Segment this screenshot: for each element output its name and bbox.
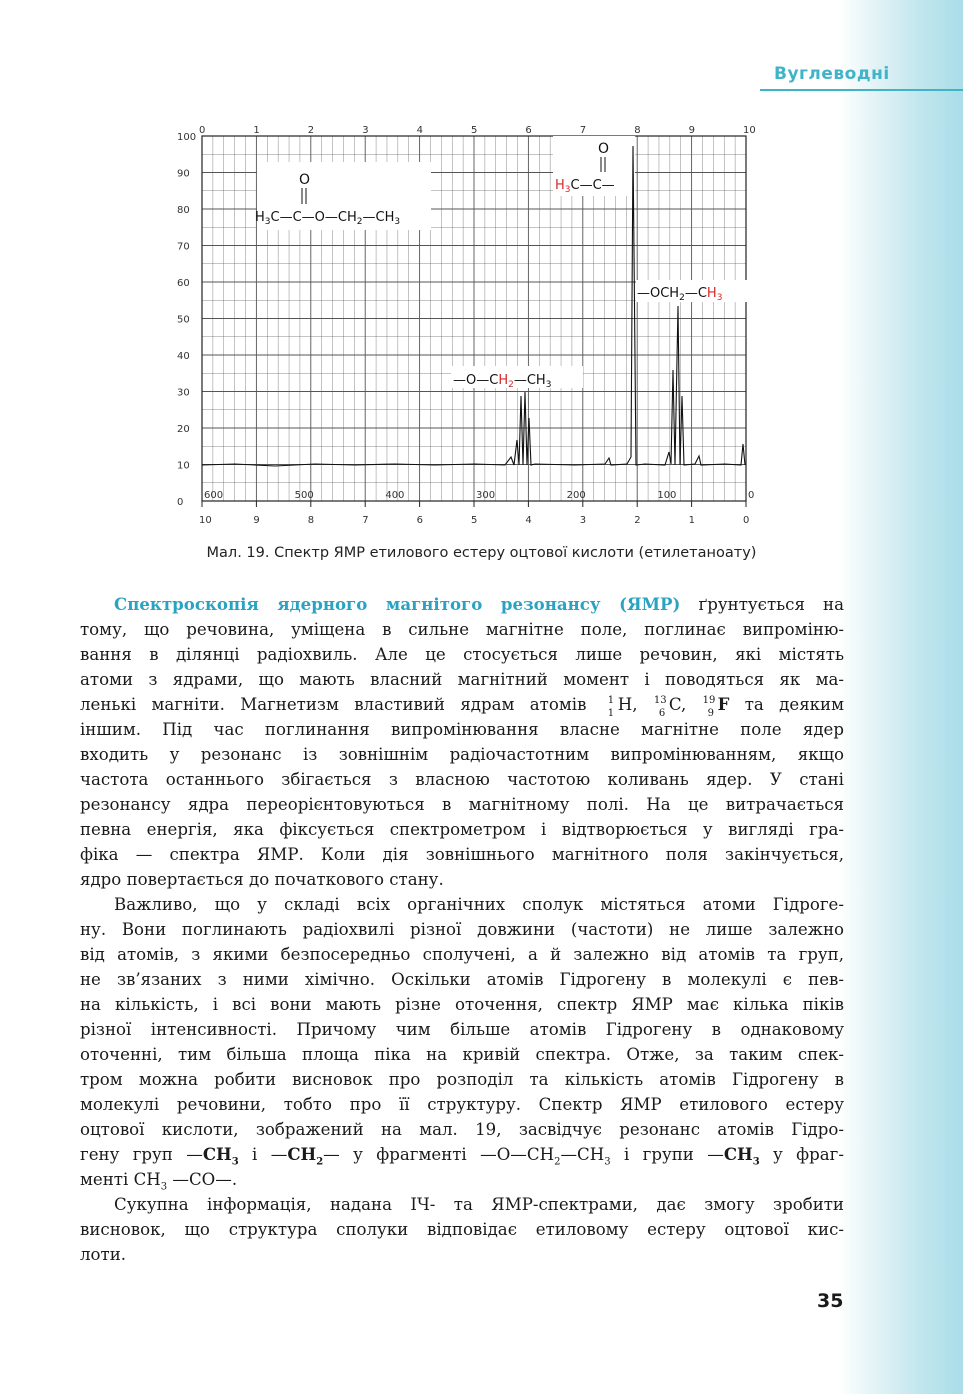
paragraph-2-line: оточенні, тим більша площа піка на кривій спектра. Отже, за таким спек- [80,1045,844,1064]
hz-tick-label: 400 [385,490,405,501]
paragraph-2-line: оцтової кислоти, зображений на мал. 19, засвідчує резонанс атомів Гідро- [80,1120,844,1139]
hz-tick-label: 300 [476,490,496,501]
paragraph-3-line: Сукупна інформація, надана ІЧ- та ЯМР-спектрами, дає змогу зробити [114,1195,844,1214]
acetyl-oxygen: O [598,141,610,157]
formula-oxygen: O [299,172,311,188]
ethyl-acetate-formula: $H_3C—C—O—CH_2—CH_3$ [255,210,401,227]
bottom-tick-label: 2 [634,515,641,526]
bottom-tick-label: 1 [688,515,695,526]
paragraph-1-line: тому, що речовина, уміщена в сильне магнітне поле, поглинає випроміню- [80,620,844,639]
paragraph-1-line: входить у резонанс із зовнішнім радіочастотним випромінюванням, якщо [80,745,844,764]
bottom-tick-label: 7 [362,515,369,526]
bottom-tick-label: 10 [199,515,212,526]
side-decor-band [838,0,963,1394]
left-tick-label: 20 [177,424,190,435]
key-term: Спектроскопія ядерного магнітого резонансу (ЯМР) [114,594,681,614]
paragraph-2-line: Важливо, що у складі всіх органічних сполук містяться атоми Гідроге- [114,895,844,914]
left-tick-label: 10 [177,460,190,472]
bottom-tick-label: 0 [743,515,750,526]
paragraph-2-line: ну. Вони поглинають радіохвилі різної довжини (частоти) не лише залежно [80,920,844,939]
top-tick-label: 8 [634,125,641,136]
top-tick-label: 6 [525,125,532,136]
hz-tick-label: 500 [294,490,314,501]
hz-tick-label: 600 [204,490,224,501]
figure-caption: Мал. 19. Спектр ЯМР етилового естеру оцтової кислоти (етилетаноату) [206,545,757,561]
paragraph-1-line: атоми з ядрами, що мають власний магнітний момент і поводяться як ма- [80,670,844,689]
paragraph-2-line: не зв’язаних з ними хімічно. Оскільки атомів Гідрогену в молекулі є пев- [80,970,844,989]
paragraph-1-line: іншим. Під час поглинання випромінювання власне магнітне поле ядер [80,720,844,739]
left-tick-label: 100 [177,132,197,143]
left-tick-label: 80 [177,205,190,216]
nmr-spectrum-figure [175,122,775,532]
top-tick-label: 7 [579,125,587,136]
paragraph-1-line: ядро повертається до початкового стану. [80,870,444,889]
paragraph-1-line: частота останнього збігається з власною частотою коливань ядер. У стані [80,770,844,789]
paragraph-1-line: певна енергія, яка фіксується спектрометром і відтворюється у вигляді гра- [80,820,844,839]
section-title: Вуглеводні [774,64,890,84]
hz-tick-label: 0 [748,490,755,501]
left-tick-label: 90 [177,168,190,180]
paragraph-3-line: висновок, що структура сполуки відповідає етиловому естеру оцтової кис- [80,1220,844,1239]
paragraph-3-line: лоти. [80,1245,127,1264]
bottom-tick-label: 4 [525,515,532,526]
paragraph-2-line: на кількість, і всі вони мають різне оточення, спектр ЯМР має кілька піків [80,995,844,1014]
methyl-group-label: $—OCH_2—CH_3$ [637,286,723,303]
body-text [80,592,844,1267]
paragraph-1-line: Спектроскопія ядерного магнітого резонансу (ЯМР) ґрунтується на [114,594,845,614]
paragraph-2-line: гену груп $—CH_3$ і $—CH_2—$ у фрагменті $—O—CH_2—CH_3$ і групи $—CH_3$ у фраг- [80,1144,844,1168]
top-tick-label: 1 [253,125,260,136]
top-tick-label: 10 [743,125,756,136]
isotope-c13: 13 6 [653,695,667,719]
isotope-h1: 1 1 [607,695,615,719]
paragraph-1-line: резонансу ядра переорієнтовуються в магнітному полі. На це витрачається [80,795,844,814]
hz-tick-label: 200 [566,490,586,501]
isotope-f19: 19 9 [702,695,716,719]
top-tick-label: 9 [688,125,695,136]
bottom-tick-label: 5 [471,515,478,526]
paragraph-1-line: вання в ділянці радіохвиль. Але це стосується лише речовин, які містять [80,645,844,664]
left-tick-label: 30 [177,387,190,399]
top-tick-label: 2 [307,125,315,136]
bottom-tick-label: 8 [307,515,315,526]
paragraph-2-line: від атомів, з якими безпосередньо сполучені, а й залежно від атомів та груп, [80,945,844,964]
left-tick-label: 60 [177,278,190,289]
top-tick-label: 0 [199,125,206,136]
left-tick-label: 70 [177,241,190,253]
top-tick-label: 4 [416,125,423,136]
paragraph-1-line: фіка — спектра ЯМР. Коли дія зовнішнього магнітного поля закінчується, [80,845,844,864]
bottom-tick-label: 9 [253,515,260,526]
paragraph-2-line: молекулі речовини, тобто про її структуру. Спектр ЯМР етилового естеру [80,1095,844,1114]
top-tick-label: 5 [471,125,478,136]
acetyl-group-label: $H_3C—C—$ [555,178,615,195]
paragraph-1-line: ленькі магніти. Магнетизм властивий ядрам атомів 1 1 H, 13 6 C, 19 9 F та деяким [80,694,845,719]
page-number: 35 [817,1290,844,1312]
paragraph-2-line: різної інтенсивності. Причому чим більше атомів Гідрогену в однаковому [80,1020,844,1039]
paragraph-2-line: тром можна робити висновок про розподіл та кількість атомів Гідрогену в [80,1070,844,1089]
bottom-tick-label: 6 [416,515,423,526]
section-rule [760,89,963,91]
top-tick-label: 3 [362,125,369,136]
bottom-tick-label: 3 [579,515,587,526]
paragraph-2-line: менті $CH_3$ —CO—. [80,1170,238,1193]
methylene-group-label: $—O—CH_2—CH_3$ [453,373,552,390]
hz-tick-label: 100 [657,490,677,501]
left-tick-label: 50 [177,314,190,326]
left-tick-label: 0 [177,497,184,508]
left-tick-label: 40 [177,351,190,362]
